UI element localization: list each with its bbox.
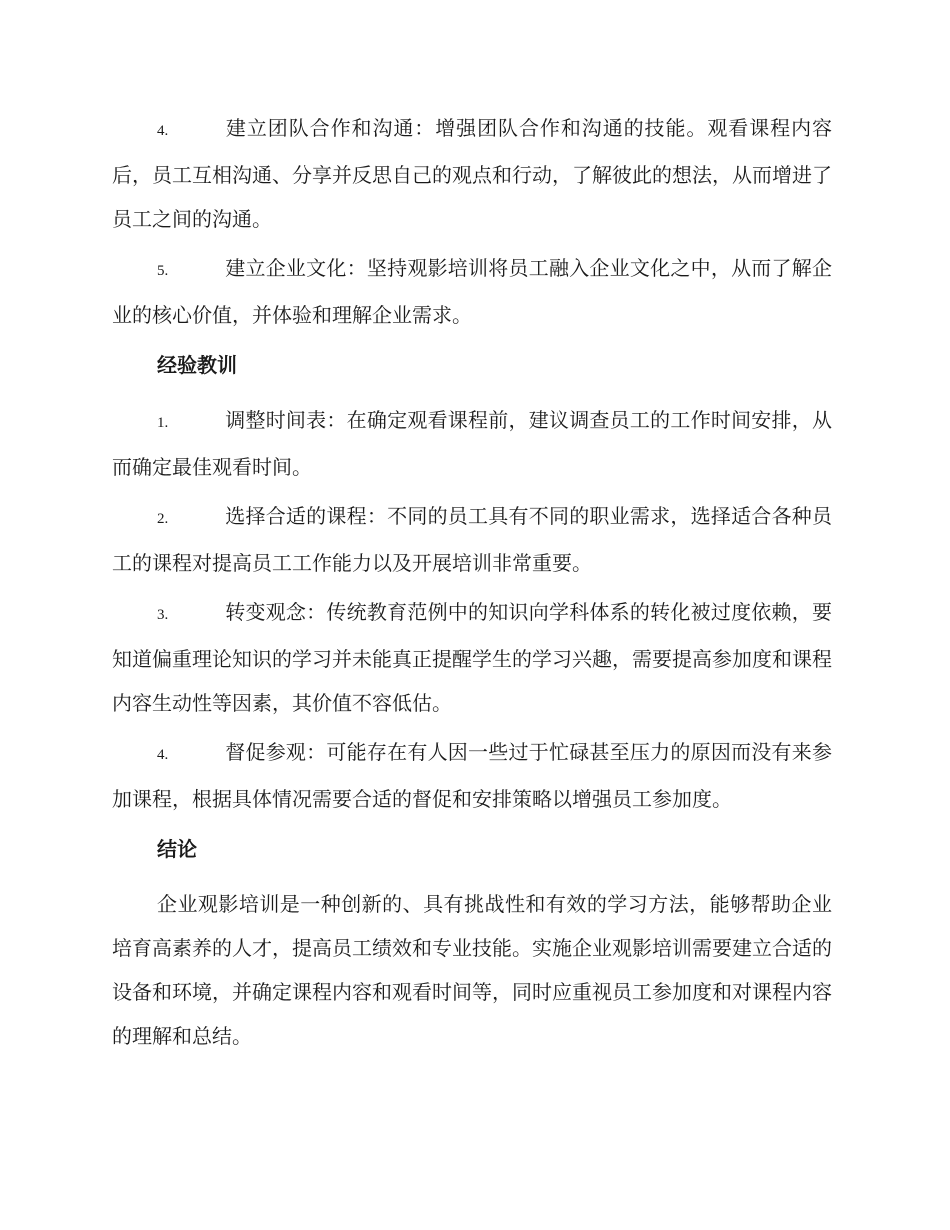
list-item	[112, 398, 832, 489]
list-item-number: 4.	[157, 747, 169, 763]
list-item-text: 建立企业文化：坚持观影培训将员工融入企业文化之中，从而了解企业的核心价值，并体验和理解企业需求。	[112, 256, 832, 327]
list-item-text: 转变观念：传统教育范例中的知识向学科体系的转化被过度依赖，要知道偏重理论知识的学习并未能真正提醒学生的学习兴趣，需要提高参加度和课程内容生动性等因素，其价值不容低估。	[112, 600, 832, 715]
list-item-text: 督促参观：可能存在有人因一些过于忙碌甚至压力的原因而没有来参加课程，根据具体情况需要合适的督促和安排策略以增强员工参加度。	[112, 740, 832, 811]
section-heading-conclusion: 结论	[157, 837, 197, 861]
list-item-number: 2.	[157, 511, 169, 527]
list-item-text: 调整时间表：在确定观看课程前，建议调查员工的工作时间安排，从而确定最佳观看时间。	[112, 408, 832, 479]
section-heading-lessons: 经验教训	[157, 353, 237, 377]
list-item	[112, 590, 832, 725]
list-item-text: 选择合适的课程：不同的员工具有不同的职业需求，选择适合各种员工的课程对提高员工工作能力以及开展培训非常重要。	[112, 504, 832, 575]
list-item	[112, 106, 832, 241]
list-item	[112, 246, 832, 337]
list-item	[112, 494, 832, 585]
list-item-number: 4.	[157, 123, 169, 139]
list-item-number: 1.	[157, 415, 169, 431]
list-item	[112, 730, 832, 821]
list-item-text: 建立团队合作和沟通：增强团队合作和沟通的技能。观看课程内容后，员工互相沟通、分享并反思自己的观点和行动，了解彼此的想法，从而增进了员工之间的沟通。	[112, 116, 832, 231]
list-item-number: 3.	[157, 607, 169, 623]
conclusion-paragraph: 企业观影培训是一种创新的、具有挑战性和有效的学习方法，能够帮助企业培育高素养的人才，提高员工绩效和专业技能。实施企业观影培训需要建立合适的设备和环境，并确定课程内容和观看时间等，同时应重视员工参加度和对课程内容的理解和总结。	[112, 892, 832, 1048]
list-item-number: 5.	[157, 263, 169, 279]
